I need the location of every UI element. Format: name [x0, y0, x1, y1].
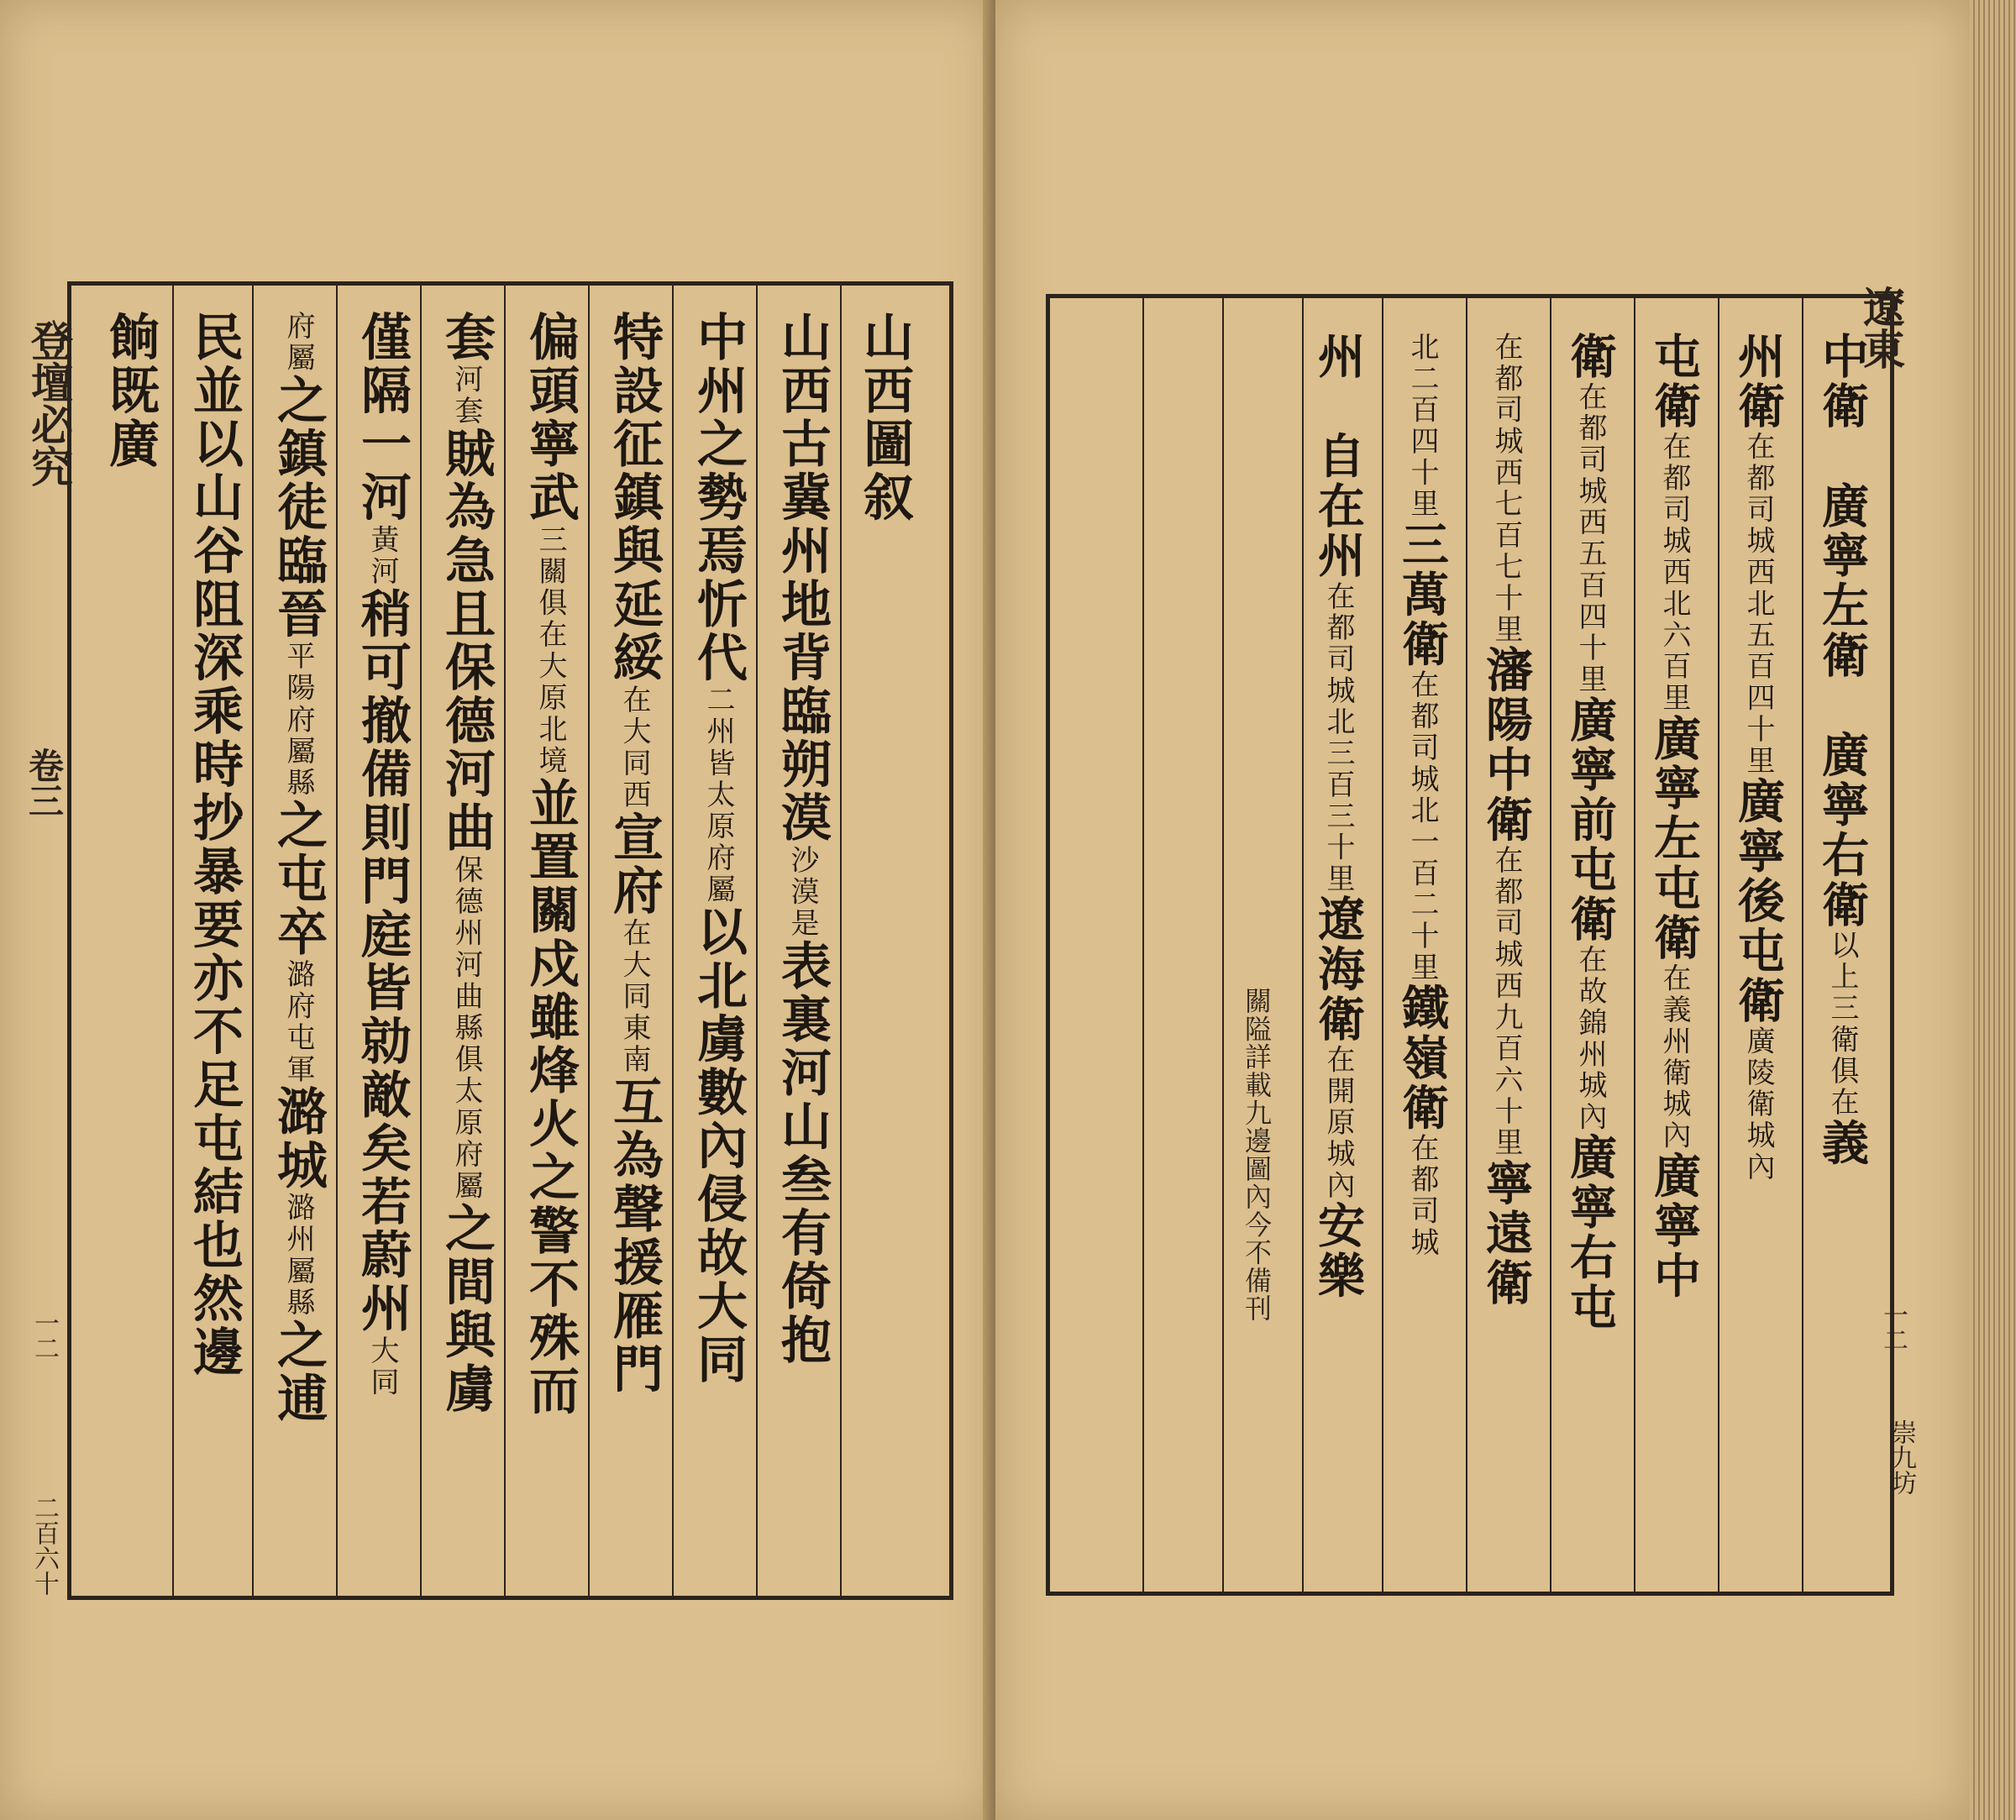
- left-margin-section: 卷三: [24, 747, 65, 818]
- left-col-10: 餉既廣: [101, 311, 160, 471]
- left-col-6: 套河套賊為急且保德河曲保德州河曲縣俱太原府屬之間與虜: [437, 311, 496, 1416]
- left-col-9: 民並以山谷阻深乘時抄暴要亦不足屯結也然邊: [185, 311, 244, 1379]
- right-col-7: 州 自在州在都司城北三百三十里遼海衛在開原城內安樂: [1310, 332, 1366, 1302]
- right-page: [995, 0, 1970, 1820]
- right-col-3: 屯衛在都司城西北六百里廣寧左屯衛在義州衛城內廣寧中: [1646, 332, 1702, 1302]
- left-margin-title: 登壇必究: [24, 319, 74, 487]
- left-col-2: 山西古冀州地背臨朔漠沙漠是表裏河山叁有倚抱: [773, 311, 832, 1367]
- left-folio-numbers: 一二: [29, 1310, 59, 1361]
- right-col-2: 州衛在都司城西北五百四十里廣寧後屯衛廣陵衛城內: [1730, 332, 1786, 1183]
- left-col-1: 山西圖叙: [855, 311, 914, 525]
- right-margin-title: 遼東: [1856, 286, 1906, 370]
- right-col-4: 衛在都司城西五百四十里廣寧前屯衛在故錦州城內廣寧右屯: [1562, 332, 1618, 1333]
- right-col-1: 中衛 廣寧左衛 廣寧右衛以上三衛俱在義: [1814, 332, 1870, 1168]
- left-col-5: 偏頭寧武三關俱在大原北境並置關戍雖烽火之警不殊而: [521, 311, 580, 1419]
- right-col-6: 北二百四十里三萬衛在都司城北一百二十里鐵嶺衛在都司城: [1394, 332, 1450, 1259]
- left-text-frame: [67, 281, 953, 1600]
- left-col-7: 僅隔一河黃河稍可撤備則門庭皆勍敵矣若蔚州大同: [353, 311, 412, 1399]
- left-page: [0, 0, 995, 1820]
- left-folio-count: 二百六十: [29, 1495, 59, 1596]
- right-col-8: 關隘詳載九邊圖內今不備刊: [1241, 987, 1273, 1323]
- right-folio-numbers: 一二: [1878, 1302, 1908, 1352]
- left-col-4: 特設征鎮與延綏在大同西宣府在大同東南互為聲援雁門: [605, 311, 664, 1397]
- right-text-frame: [1046, 294, 1894, 1596]
- left-col-3: 中州之勢焉忻代二州皆太原府屬以北虜數內侵故大同: [689, 311, 748, 1387]
- left-col-8: 府屬之鎮徒臨晉平陽府屬縣之屯卒潞府屯軍潞城潞州屬縣之逋: [269, 311, 328, 1426]
- right-folio-mark: 崇九坊: [1887, 1419, 1916, 1495]
- page-edges: [1970, 0, 2016, 1820]
- right-col-5: 在都司城西七百七十里瀋陽中衛在都司城西九百六十里寧遠衛: [1478, 332, 1534, 1309]
